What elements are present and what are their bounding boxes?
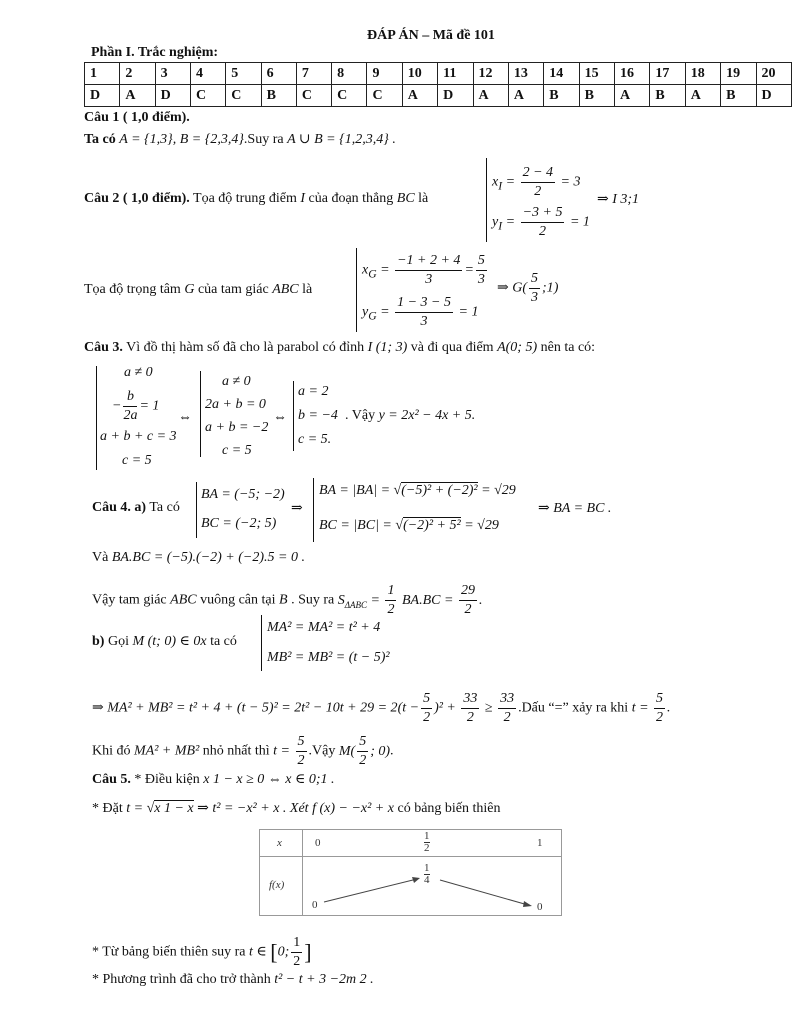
q5-from-frac bbox=[291, 934, 302, 971]
q4b-sum-plus: + bbox=[446, 700, 456, 716]
q5-put-root: x 1 − x bbox=[154, 801, 194, 816]
q3-s1-line4: c = 5 bbox=[122, 453, 152, 468]
answer-letter-cell: A bbox=[508, 85, 543, 107]
q4b-sum-f1-den: 2 bbox=[423, 710, 431, 725]
q4-brace-vec bbox=[196, 482, 197, 538]
q3-conclusion bbox=[345, 408, 475, 424]
vt-arrow-down bbox=[440, 880, 528, 905]
q5-fx: f (x) − −x² + x bbox=[312, 801, 394, 816]
q4b-sum-f4-num: 5 bbox=[654, 690, 665, 709]
q2-yi-den: 2 bbox=[539, 224, 547, 239]
answer-number-cell: 2 bbox=[120, 63, 155, 85]
q2-xi-eq: $x_I$ = $\frac{2 - 4}{2}$ = 3 bbox=[492, 165, 581, 199]
q4b-lead2: ta có bbox=[210, 634, 237, 649]
q5-fx-tail: có bảng biến thiên bbox=[397, 801, 501, 816]
vt-arrow-down-head bbox=[523, 901, 532, 907]
q5-cond-line bbox=[92, 771, 335, 788]
q2-g-tri: ABC bbox=[272, 282, 299, 297]
q3-text2: và đi qua điểm bbox=[410, 340, 494, 355]
q2-g-text2: của tam giác bbox=[197, 282, 269, 297]
q4b-sum-f2-den: 2 bbox=[466, 710, 474, 725]
q5-eq: t² − t + 3 −2m 2 . bbox=[274, 972, 374, 987]
q2-yi-num: −3 + 5 bbox=[521, 204, 565, 223]
q4-area-pre: S bbox=[337, 592, 345, 608]
q4b-sum-line bbox=[92, 690, 671, 727]
q2-var-i: I bbox=[300, 191, 306, 206]
q4b-ma: MA² = MA² = t² + 4 bbox=[267, 620, 381, 635]
q2-g-var: G bbox=[184, 282, 195, 297]
q4-ba-vec: BA = (−5; −2) bbox=[201, 487, 285, 502]
answer-number-cell: 12 bbox=[473, 63, 508, 85]
q3-s1-num: b bbox=[123, 388, 137, 407]
q2-xi-frac bbox=[521, 164, 555, 201]
q5-from-num: 1 bbox=[291, 934, 302, 953]
answer-row-letters bbox=[85, 85, 792, 107]
q2-brace-g bbox=[356, 248, 357, 332]
q2-la: là bbox=[418, 191, 429, 206]
answer-number-cell: 17 bbox=[650, 63, 685, 85]
q5-from-line: * Từ bảng biến thiên suy ra t ∈ [0; $\frac{1}{2}$ ] bbox=[92, 935, 312, 969]
q1-title: Câu 1 ( 1,0 điểm). bbox=[84, 110, 190, 125]
q4-ba-root: (−5)² + (−2)² bbox=[401, 483, 478, 498]
q4b-min-mden: 2 bbox=[359, 753, 367, 768]
q4b-lead-line bbox=[92, 633, 237, 650]
q3-s1-frac bbox=[123, 388, 137, 425]
answer-letter-cell: A bbox=[685, 85, 720, 107]
answer-number-cell: 13 bbox=[508, 63, 543, 85]
q2-xg-rnum: 5 bbox=[476, 252, 487, 271]
q4b-sum-f3-num: 33 bbox=[498, 690, 516, 709]
q2-xg-den: 3 bbox=[425, 272, 433, 287]
answer-number-cell: 7 bbox=[296, 63, 331, 85]
q5-put-text: * Đặt bbox=[92, 801, 123, 816]
q4-area-rfrac bbox=[459, 582, 477, 619]
q2-result-i: ⇒ I 3;1 bbox=[597, 192, 640, 207]
q5-eq-line bbox=[92, 972, 374, 988]
q2-text: Tọa độ trung điểm bbox=[193, 191, 297, 206]
q4b-sum-tail: .Dấu “=” xảy ra khi bbox=[518, 700, 629, 716]
answer-letter-cell: C bbox=[367, 85, 402, 107]
q2-yg-num: 1 − 3 − 5 bbox=[395, 294, 453, 313]
q4b-min-mtail: ; 0 bbox=[370, 743, 386, 759]
q4-tri-text3: . Suy ra bbox=[291, 592, 335, 608]
q2-xg-eq: $x_G$ = $\frac{-1 + 2 + 4}{3}$ = $\frac{5}{3}$ bbox=[362, 253, 485, 287]
vt-arrows bbox=[260, 830, 561, 915]
q4-ba-len: BA = |BA| = bbox=[319, 483, 391, 498]
vt-arrow-up-head bbox=[412, 877, 420, 883]
answer-letter-cell: B bbox=[721, 85, 756, 107]
q5-title: Câu 5. bbox=[92, 772, 131, 787]
q2-xi-sub: I bbox=[498, 179, 503, 193]
q1-line bbox=[84, 131, 396, 148]
answer-number-cell: 18 bbox=[685, 63, 720, 85]
answer-number-cell: 10 bbox=[402, 63, 437, 85]
vt-x1: 1 bbox=[537, 837, 543, 849]
answer-letter-cell: D bbox=[85, 85, 120, 107]
answer-number-cell: 11 bbox=[438, 63, 473, 85]
q2-text2: của đoạn thẳng bbox=[308, 191, 394, 206]
q4b-min-text2: nhỏ nhất thì bbox=[202, 743, 270, 759]
q3-iff-1: ⇔ bbox=[178, 410, 192, 425]
q4-tri-text: Vậy tam giác bbox=[92, 592, 167, 608]
q4-tri-text2: vuông cân tại bbox=[200, 592, 276, 608]
answer-letter-cell: C bbox=[296, 85, 331, 107]
q4b-mb: MB² = MB² = (t − 5)² bbox=[267, 650, 390, 665]
q3-brace-2 bbox=[200, 371, 201, 457]
q2-brace-i bbox=[486, 158, 487, 242]
answer-letter-cell: B bbox=[650, 85, 685, 107]
q4b-min-t: t = bbox=[273, 743, 291, 759]
q2-yi-frac bbox=[521, 204, 565, 241]
q3-s2-line1: a ≠ 0 bbox=[222, 374, 251, 389]
q4b-min-mnum: 5 bbox=[357, 733, 368, 752]
q4-tri: ABC bbox=[170, 592, 197, 608]
answer-letter-cell: A bbox=[615, 85, 650, 107]
q4b-sum-pre: ⇒ MA² + MB² = t² + 4 + (t − 5)² = 2t² − 10t + 29 = 2 bbox=[92, 700, 398, 716]
q4-area-rnum: 29 bbox=[459, 582, 477, 601]
q4b-sum-t: t = bbox=[631, 700, 649, 716]
answer-letter-cell: C bbox=[226, 85, 261, 107]
q4b-sum-f4 bbox=[654, 690, 665, 727]
answer-number-cell: 4 bbox=[190, 63, 225, 85]
answer-letter-cell: C bbox=[332, 85, 367, 107]
answer-letter-cell: C bbox=[190, 85, 225, 107]
answer-number-cell: 3 bbox=[155, 63, 190, 85]
q2-g-line bbox=[84, 282, 312, 298]
q4-bc-len: BC = |BC| = bbox=[319, 518, 392, 533]
q3-result: y = 2x² − 4x + 5. bbox=[378, 408, 476, 423]
q4b-sum-f3-den: 2 bbox=[503, 710, 511, 725]
q4b-sum-f4-den: 2 bbox=[656, 710, 664, 725]
q5-cond: x 1 − x ≥ 0 ⇔ x ∈ 0;1 . bbox=[203, 772, 335, 787]
vt-f-max-den: 4 bbox=[424, 874, 430, 886]
q4b-sum-f2-num: 33 bbox=[461, 690, 479, 709]
vt-x-mid-den: 2 bbox=[424, 842, 430, 854]
q4b-sum-paren-post: )² bbox=[434, 700, 443, 716]
q4-dot-lead: Và bbox=[92, 550, 109, 565]
q3-s1-line2 bbox=[112, 388, 159, 425]
vt-x-mid-num: 1 bbox=[424, 830, 430, 842]
q4b-min-m: M bbox=[338, 743, 351, 759]
q3-iff-2: ⇔ bbox=[273, 410, 287, 425]
q2-yg-eq: $y_G$ = $\frac{1 - 3 - 5}{3}$ = 1 bbox=[362, 295, 479, 329]
q3-text: Vì đồ thị hàm số đã cho là parabol có đỉnh bbox=[126, 340, 365, 355]
vt-f0: 0 bbox=[312, 899, 318, 911]
q2-yg-val: = 1 bbox=[458, 304, 479, 320]
answer-letter-cell: D bbox=[155, 85, 190, 107]
answer-number-cell: 14 bbox=[544, 63, 579, 85]
q3-s3-line2: b = −4 bbox=[298, 408, 338, 423]
q3-vertex: I (1; 3) bbox=[367, 340, 408, 355]
q3-s1-minus: − bbox=[112, 398, 122, 414]
q2-xi-val: = 3 bbox=[560, 174, 581, 190]
vt-x-label: x bbox=[277, 837, 282, 849]
q3-s3-line3: c = 5. bbox=[298, 432, 332, 447]
q4-conclusion: ⇒ BA = BC . bbox=[538, 501, 612, 516]
q2-seg: BC bbox=[396, 191, 415, 206]
q4-bc-root: (−2)² + 5² bbox=[403, 518, 461, 533]
answer-number-cell: 9 bbox=[367, 63, 402, 85]
q2-xi: x bbox=[492, 174, 499, 190]
q2-xg-num: −1 + 2 + 4 bbox=[395, 252, 462, 271]
answer-number-cell: 20 bbox=[756, 63, 791, 85]
answer-number-cell: 6 bbox=[261, 63, 296, 85]
q4-area-mid: BA.BC = bbox=[401, 592, 454, 608]
q3-s2-line2: 2a + b = 0 bbox=[205, 397, 266, 412]
q4b-min-end: . bbox=[390, 743, 394, 759]
q5-from-t: t ∈ bbox=[249, 944, 267, 960]
answer-letter-cell: A bbox=[402, 85, 437, 107]
q4-bc-val: = √29 bbox=[464, 518, 499, 533]
q5-put-line: * Đặt t = √x 1 − x ⇒ t² = −x² + x . Xét f (x) − −x² + x có bảng biến thiên bbox=[92, 801, 501, 816]
q4b-min-text: Khi đó bbox=[92, 743, 131, 759]
q4b-min-num: 5 bbox=[296, 733, 307, 752]
page-title: ĐÁP ÁN – Mã đề 101 bbox=[367, 28, 495, 43]
q4b-sum-paren-pre: (t − bbox=[397, 700, 420, 716]
q3-s1-val: = 1 bbox=[139, 398, 160, 414]
q4b-sum-f1 bbox=[421, 690, 432, 727]
q4-area-sub: ΔABC bbox=[344, 599, 368, 610]
q2-yi-eq: $y_I$ = $\frac{-3 + 5}{2}$ = 1 bbox=[492, 205, 590, 239]
q2-yi-sub: I bbox=[498, 219, 503, 233]
q2-xi-num: 2 − 4 bbox=[521, 164, 555, 183]
q4b-sum-f2 bbox=[461, 690, 479, 727]
q5-from-text: * Từ bảng biến thiên suy ra bbox=[92, 944, 246, 960]
q2-xg-frac bbox=[395, 252, 462, 289]
q2-g-res-den: 3 bbox=[531, 290, 539, 305]
q4b-min-line: Khi đó MA² + MB² nhỏ nhất thì t = $\frac{5}{2}$ .Vậy M( $\frac{5}{2}$ ; 0). bbox=[92, 734, 394, 768]
q2-title: Câu 2 ( 1,0 điểm). bbox=[84, 191, 190, 206]
q3-point: A(0; 5) bbox=[497, 340, 538, 355]
vt-f1: 0 bbox=[537, 901, 543, 913]
q2-yg-den: 3 bbox=[420, 314, 428, 329]
q2-g-text: Tọa độ trọng tâm bbox=[84, 282, 181, 297]
q2-xg-rden: 3 bbox=[477, 272, 485, 287]
q4b-sum-end: . bbox=[667, 700, 671, 716]
q4-dot-line bbox=[92, 550, 305, 566]
q5-put-rest: ⇒ t² = −x² + x . Xét bbox=[197, 801, 309, 816]
q2-yg-sub: G bbox=[368, 309, 377, 323]
q4-area-end: . bbox=[478, 592, 483, 608]
q4-bc-vec: BC = (−2; 5) bbox=[201, 516, 277, 531]
vt-x0: 0 bbox=[315, 837, 321, 849]
vt-arrow-up bbox=[324, 879, 417, 902]
q4b-min-mfrac bbox=[357, 733, 368, 770]
q1-lead: Ta có bbox=[84, 132, 116, 147]
q4b-point: M (t; 0) ∈ 0x bbox=[132, 634, 207, 649]
q4-area-den: 2 bbox=[387, 602, 395, 617]
q2-xi-den: 2 bbox=[534, 184, 542, 199]
q5-eq-text: * Phương trình đã cho trở thành bbox=[92, 972, 271, 987]
vt-f-max-num: 1 bbox=[424, 862, 430, 874]
vt-fx-label: f(x) bbox=[269, 879, 285, 891]
q2-line bbox=[84, 191, 428, 207]
q3-brace-1 bbox=[96, 366, 97, 470]
q3-brace-3 bbox=[293, 381, 294, 451]
q4-area-eq: = bbox=[370, 592, 380, 608]
q4-bc-len-line: BC = |BC| = √(−2)² + 5² = √29 bbox=[319, 518, 499, 533]
q2-g-res-num: 5 bbox=[529, 270, 540, 289]
q4-area-num: 1 bbox=[385, 582, 396, 601]
q3-s2-line3: a + b = −2 bbox=[205, 420, 269, 435]
q4-ba-val: = √29 bbox=[481, 483, 516, 498]
q2-g-res-pre: ⇒ G bbox=[497, 280, 523, 296]
answer-letter-cell: A bbox=[120, 85, 155, 107]
q3-title: Câu 3. bbox=[84, 340, 123, 355]
q4-brace-len bbox=[313, 478, 314, 542]
q4-dot: BA.BC = (−5).(−2) + (−2).5 = 0 . bbox=[111, 550, 305, 565]
q1-sets: A = {1,3}, B = {2,3,4} bbox=[119, 132, 244, 147]
answer-letter-cell: A bbox=[473, 85, 508, 107]
q4-lead: Ta có bbox=[149, 500, 180, 515]
part1-title: Phần I. Trắc nghiệm: bbox=[91, 45, 219, 60]
q4b-min-expr: MA² + MB² bbox=[134, 743, 200, 759]
q2-xg-sub: G bbox=[368, 267, 377, 281]
q4-tri-b: B bbox=[279, 592, 288, 608]
q3-s3-tail: . Vậy bbox=[345, 408, 376, 423]
answer-row-numbers bbox=[85, 63, 792, 85]
q4-title: Câu 4. a) bbox=[92, 500, 147, 515]
q4-area-frac bbox=[385, 582, 396, 619]
q2-yg-frac bbox=[395, 294, 453, 331]
answer-number-cell: 15 bbox=[579, 63, 614, 85]
q5-from-int-a: 0; bbox=[277, 944, 290, 960]
q1-mid: .Suy ra bbox=[243, 132, 284, 147]
q5-cond-text: * Điều kiện bbox=[134, 772, 200, 787]
q2-result-g: ⇒ G( $\frac{5}{3}$ ;1) bbox=[497, 271, 559, 305]
q2-xg-rfrac bbox=[476, 252, 487, 289]
answer-letter-cell: B bbox=[261, 85, 296, 107]
q2-g-res-tail: ;1 bbox=[542, 280, 554, 296]
answer-number-cell: 16 bbox=[615, 63, 650, 85]
q4b-lead: Gọi bbox=[107, 634, 129, 649]
q3-s1-line1: a ≠ 0 bbox=[124, 365, 153, 380]
q3-text3: nên ta có: bbox=[540, 340, 596, 355]
q1-result: A ∪ B = {1,2,3,4} . bbox=[287, 132, 396, 147]
q2-xg-eqsign: = bbox=[464, 262, 474, 278]
q4b-sum-f1-num: 5 bbox=[421, 690, 432, 709]
q2-yi-val: = 1 bbox=[569, 214, 590, 230]
answer-letter-cell: D bbox=[438, 85, 473, 107]
q5-put-t: t = bbox=[126, 801, 144, 816]
q3-s1-line3: a + b + c = 3 bbox=[100, 429, 177, 444]
q4b-min-den: 2 bbox=[297, 753, 305, 768]
answer-letter-cell: B bbox=[544, 85, 579, 107]
q3-s1-den: 2a bbox=[123, 408, 138, 423]
q2-g-la: là bbox=[302, 282, 313, 297]
variation-table bbox=[259, 829, 562, 916]
q4b-min-text3: .Vậy bbox=[308, 743, 336, 759]
answer-number-cell: 8 bbox=[332, 63, 367, 85]
q4-ba-len-line: BA = |BA| = √(−5)² + (−2)² = √29 bbox=[319, 483, 516, 498]
q2-g-res-frac bbox=[529, 270, 540, 307]
q4b-sum-f3 bbox=[498, 690, 516, 727]
q4b-min-frac bbox=[296, 733, 307, 770]
q5-from-den: 2 bbox=[293, 954, 301, 969]
q4b-title: b) bbox=[92, 634, 105, 649]
q4-area-rden: 2 bbox=[464, 602, 472, 617]
answer-number-cell: 5 bbox=[226, 63, 261, 85]
q4b-sum-ge: ≥ bbox=[484, 700, 493, 716]
answer-number-cell: 19 bbox=[721, 63, 756, 85]
q4-lead-line bbox=[92, 500, 180, 516]
q3-s3-line1: a = 2 bbox=[298, 384, 329, 399]
answer-number-cell: 1 bbox=[85, 63, 120, 85]
answer-letter-cell: B bbox=[579, 85, 614, 107]
q3-s2-line4: c = 5 bbox=[222, 443, 252, 458]
q2-yi: y bbox=[492, 214, 499, 230]
answer-table bbox=[84, 62, 792, 107]
q4b-brace bbox=[261, 615, 262, 671]
q3-line bbox=[84, 340, 595, 356]
answer-letter-cell: D bbox=[756, 85, 791, 107]
q4-area-line bbox=[92, 582, 482, 619]
